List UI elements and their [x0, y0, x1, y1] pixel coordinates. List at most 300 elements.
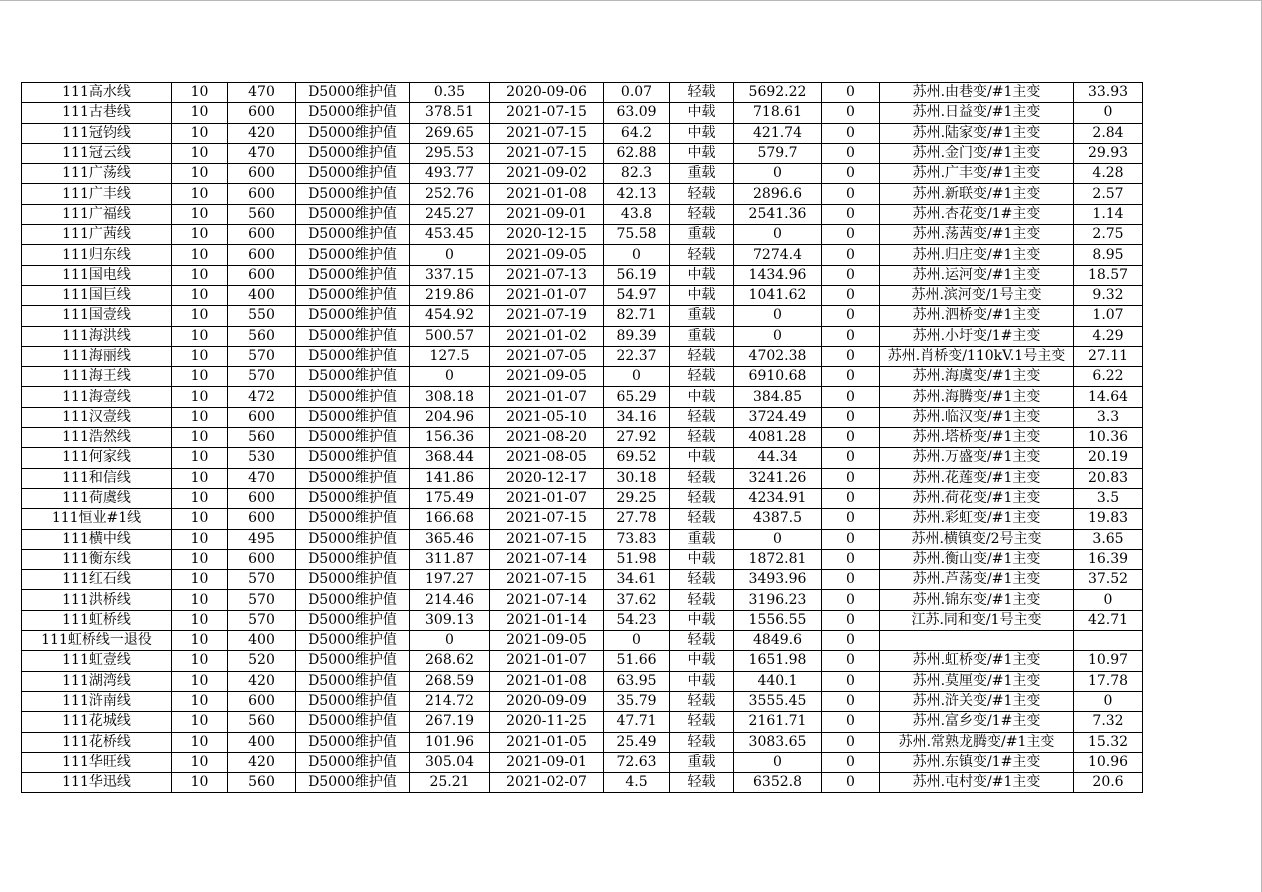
current-value-cell[interactable]: 308.18: [410, 387, 490, 407]
substation-cell[interactable]: 苏州.莫厘变/#1主变: [880, 671, 1074, 691]
substation-cell[interactable]: 苏州.海腾变/#1主变: [880, 387, 1074, 407]
line-name-cell[interactable]: 111荷虞线: [22, 488, 172, 508]
flag-cell[interactable]: 0: [822, 488, 880, 508]
substation-cell[interactable]: 苏州.衡山变/#1主变: [880, 549, 1074, 569]
voltage-cell[interactable]: 10: [172, 570, 228, 590]
load-status-cell[interactable]: 中载: [670, 448, 734, 468]
data-source-cell[interactable]: D5000维护值: [296, 468, 410, 488]
current-value-cell[interactable]: 365.46: [410, 529, 490, 549]
load-status-cell[interactable]: 轻载: [670, 773, 734, 793]
data-source-cell[interactable]: D5000维护值: [296, 387, 410, 407]
date-cell[interactable]: 2021-01-07: [490, 488, 604, 508]
data-source-cell[interactable]: D5000维护值: [296, 346, 410, 366]
load-status-cell[interactable]: 中载: [670, 103, 734, 123]
line-name-cell[interactable]: 111花城线: [22, 712, 172, 732]
data-source-cell[interactable]: D5000维护值: [296, 448, 410, 468]
load-rate-cell[interactable]: 64.2: [604, 123, 670, 143]
available-capacity-cell[interactable]: 3083.65: [734, 732, 822, 752]
current-value-cell[interactable]: 141.86: [410, 468, 490, 488]
substation-cell[interactable]: 苏州.归庄变/#1主变: [880, 245, 1074, 265]
data-source-cell[interactable]: D5000维护值: [296, 164, 410, 184]
load-status-cell[interactable]: 轻载: [670, 83, 734, 103]
load-rate-cell[interactable]: 34.61: [604, 570, 670, 590]
substation-cell[interactable]: 苏州.东镇变/1#主变: [880, 752, 1074, 772]
rated-current-cell[interactable]: 560: [228, 428, 296, 448]
rated-current-cell[interactable]: 600: [228, 488, 296, 508]
available-capacity-cell[interactable]: 3724.49: [734, 407, 822, 427]
load-rate-cell[interactable]: 34.16: [604, 407, 670, 427]
voltage-cell[interactable]: 10: [172, 468, 228, 488]
current-value-cell[interactable]: 305.04: [410, 752, 490, 772]
current-value-cell[interactable]: 245.27: [410, 204, 490, 224]
available-capacity-cell[interactable]: 0: [734, 326, 822, 346]
date-cell[interactable]: 2021-01-08: [490, 184, 604, 204]
date-cell[interactable]: 2021-01-07: [490, 285, 604, 305]
load-rate-cell[interactable]: 25.49: [604, 732, 670, 752]
current-value-cell[interactable]: 268.62: [410, 651, 490, 671]
rated-current-cell[interactable]: 600: [228, 509, 296, 529]
voltage-cell[interactable]: 10: [172, 529, 228, 549]
line-name-cell[interactable]: 111古巷线: [22, 103, 172, 123]
date-cell[interactable]: 2021-07-15: [490, 570, 604, 590]
line-name-cell[interactable]: 111广荡线: [22, 164, 172, 184]
data-source-cell[interactable]: D5000维护值: [296, 651, 410, 671]
rated-current-cell[interactable]: 560: [228, 204, 296, 224]
voltage-cell[interactable]: 10: [172, 306, 228, 326]
load-status-cell[interactable]: 轻载: [670, 367, 734, 387]
available-capacity-cell[interactable]: 4849.6: [734, 631, 822, 651]
date-cell[interactable]: 2021-01-05: [490, 732, 604, 752]
flag-cell[interactable]: 0: [822, 752, 880, 772]
voltage-cell[interactable]: 10: [172, 671, 228, 691]
substation-cell[interactable]: 苏州.滨河变/1号主变: [880, 285, 1074, 305]
available-capacity-cell[interactable]: 1041.62: [734, 285, 822, 305]
voltage-cell[interactable]: 10: [172, 346, 228, 366]
load-status-cell[interactable]: 中载: [670, 610, 734, 630]
flag-cell[interactable]: 0: [822, 184, 880, 204]
available-capacity-cell[interactable]: 579.7: [734, 143, 822, 163]
substation-cell[interactable]: 苏州.运河变/#1主变: [880, 265, 1074, 285]
available-capacity-cell[interactable]: 0: [734, 164, 822, 184]
load-rate-cell[interactable]: 0: [604, 245, 670, 265]
data-source-cell[interactable]: D5000维护值: [296, 631, 410, 651]
current-value-cell[interactable]: 204.96: [410, 407, 490, 427]
last-value-cell[interactable]: 8.95: [1074, 245, 1143, 265]
date-cell[interactable]: 2021-09-02: [490, 164, 604, 184]
substation-cell[interactable]: 苏州.杏花变/1#主变: [880, 204, 1074, 224]
last-value-cell[interactable]: 14.64: [1074, 387, 1143, 407]
load-rate-cell[interactable]: 0.07: [604, 83, 670, 103]
current-value-cell[interactable]: 214.46: [410, 590, 490, 610]
line-name-cell[interactable]: 111国巨线: [22, 285, 172, 305]
line-name-cell[interactable]: 111高水线: [22, 83, 172, 103]
flag-cell[interactable]: 0: [822, 468, 880, 488]
current-value-cell[interactable]: 311.87: [410, 549, 490, 569]
current-value-cell[interactable]: 214.72: [410, 691, 490, 711]
flag-cell[interactable]: 0: [822, 549, 880, 569]
voltage-cell[interactable]: 10: [172, 752, 228, 772]
load-rate-cell[interactable]: 56.19: [604, 265, 670, 285]
voltage-cell[interactable]: 10: [172, 367, 228, 387]
current-value-cell[interactable]: 175.49: [410, 488, 490, 508]
load-status-cell[interactable]: 中载: [670, 123, 734, 143]
rated-current-cell[interactable]: 570: [228, 570, 296, 590]
last-value-cell[interactable]: 0: [1074, 590, 1143, 610]
substation-cell[interactable]: 苏州.花莲变/#1主变: [880, 468, 1074, 488]
last-value-cell[interactable]: 9.32: [1074, 285, 1143, 305]
line-name-cell[interactable]: 111国壹线: [22, 306, 172, 326]
line-name-cell[interactable]: 111虹桥线一退役: [22, 631, 172, 651]
load-status-cell[interactable]: 轻载: [670, 590, 734, 610]
load-status-cell[interactable]: 轻载: [670, 631, 734, 651]
flag-cell[interactable]: 0: [822, 732, 880, 752]
current-value-cell[interactable]: 454.92: [410, 306, 490, 326]
load-status-cell[interactable]: 中载: [670, 671, 734, 691]
date-cell[interactable]: 2021-07-15: [490, 529, 604, 549]
last-value-cell[interactable]: 42.71: [1074, 610, 1143, 630]
flag-cell[interactable]: 0: [822, 387, 880, 407]
load-rate-cell[interactable]: 51.66: [604, 651, 670, 671]
substation-cell[interactable]: 苏州.富乡变/1#主变: [880, 712, 1074, 732]
date-cell[interactable]: 2021-07-19: [490, 306, 604, 326]
available-capacity-cell[interactable]: 440.1: [734, 671, 822, 691]
voltage-cell[interactable]: 10: [172, 285, 228, 305]
data-source-cell[interactable]: D5000维护值: [296, 83, 410, 103]
load-rate-cell[interactable]: 63.95: [604, 671, 670, 691]
rated-current-cell[interactable]: 400: [228, 631, 296, 651]
line-name-cell[interactable]: 111虹壹线: [22, 651, 172, 671]
substation-cell[interactable]: 苏州.塔桥变/#1主变: [880, 428, 1074, 448]
flag-cell[interactable]: 0: [822, 651, 880, 671]
line-name-cell[interactable]: 111归东线: [22, 245, 172, 265]
data-source-cell[interactable]: D5000维护值: [296, 103, 410, 123]
line-name-cell[interactable]: 111冠钧线: [22, 123, 172, 143]
line-name-cell[interactable]: 111海洪线: [22, 326, 172, 346]
current-value-cell[interactable]: 269.65: [410, 123, 490, 143]
data-source-cell[interactable]: D5000维护值: [296, 509, 410, 529]
load-rate-cell[interactable]: 73.83: [604, 529, 670, 549]
rated-current-cell[interactable]: 520: [228, 651, 296, 671]
data-source-cell[interactable]: D5000维护值: [296, 225, 410, 245]
available-capacity-cell[interactable]: 0: [734, 752, 822, 772]
substation-cell[interactable]: 苏州.广丰变/#1主变: [880, 164, 1074, 184]
current-value-cell[interactable]: 0: [410, 367, 490, 387]
data-source-cell[interactable]: D5000维护值: [296, 245, 410, 265]
voltage-cell[interactable]: 10: [172, 225, 228, 245]
rated-current-cell[interactable]: 600: [228, 103, 296, 123]
available-capacity-cell[interactable]: 1651.98: [734, 651, 822, 671]
available-capacity-cell[interactable]: 2161.71: [734, 712, 822, 732]
voltage-cell[interactable]: 10: [172, 773, 228, 793]
date-cell[interactable]: 2020-12-15: [490, 225, 604, 245]
rated-current-cell[interactable]: 570: [228, 610, 296, 630]
rated-current-cell[interactable]: 470: [228, 143, 296, 163]
flag-cell[interactable]: 0: [822, 346, 880, 366]
date-cell[interactable]: 2020-09-09: [490, 691, 604, 711]
rated-current-cell[interactable]: 495: [228, 529, 296, 549]
current-value-cell[interactable]: 337.15: [410, 265, 490, 285]
voltage-cell[interactable]: 10: [172, 732, 228, 752]
last-value-cell[interactable]: 10.96: [1074, 752, 1143, 772]
last-value-cell[interactable]: 15.32: [1074, 732, 1143, 752]
voltage-cell[interactable]: 10: [172, 407, 228, 427]
voltage-cell[interactable]: 10: [172, 83, 228, 103]
load-rate-cell[interactable]: 0: [604, 367, 670, 387]
load-status-cell[interactable]: 轻载: [670, 691, 734, 711]
voltage-cell[interactable]: 10: [172, 265, 228, 285]
voltage-cell[interactable]: 10: [172, 387, 228, 407]
load-status-cell[interactable]: 重载: [670, 225, 734, 245]
available-capacity-cell[interactable]: 3241.26: [734, 468, 822, 488]
last-value-cell[interactable]: 10.36: [1074, 428, 1143, 448]
flag-cell[interactable]: 0: [822, 367, 880, 387]
voltage-cell[interactable]: 10: [172, 488, 228, 508]
substation-cell[interactable]: 苏州.浒关变/#1主变: [880, 691, 1074, 711]
voltage-cell[interactable]: 10: [172, 184, 228, 204]
rated-current-cell[interactable]: 600: [228, 265, 296, 285]
date-cell[interactable]: 2021-07-14: [490, 549, 604, 569]
available-capacity-cell[interactable]: 2541.36: [734, 204, 822, 224]
rated-current-cell[interactable]: 400: [228, 732, 296, 752]
voltage-cell[interactable]: 10: [172, 590, 228, 610]
rated-current-cell[interactable]: 470: [228, 83, 296, 103]
line-name-cell[interactable]: 111花桥线: [22, 732, 172, 752]
voltage-cell[interactable]: 10: [172, 245, 228, 265]
current-value-cell[interactable]: 127.5: [410, 346, 490, 366]
load-rate-cell[interactable]: 22.37: [604, 346, 670, 366]
load-rate-cell[interactable]: 47.71: [604, 712, 670, 732]
last-value-cell[interactable]: 2.84: [1074, 123, 1143, 143]
substation-cell[interactable]: 苏州.由巷变/#1主变: [880, 83, 1074, 103]
last-value-cell[interactable]: 20.83: [1074, 468, 1143, 488]
data-source-cell[interactable]: D5000维护值: [296, 326, 410, 346]
available-capacity-cell[interactable]: 5692.22: [734, 83, 822, 103]
substation-cell[interactable]: [880, 631, 1074, 651]
line-name-cell[interactable]: 111恒业#1线: [22, 509, 172, 529]
flag-cell[interactable]: 0: [822, 448, 880, 468]
date-cell[interactable]: 2021-09-05: [490, 245, 604, 265]
date-cell[interactable]: 2021-05-10: [490, 407, 604, 427]
date-cell[interactable]: 2021-01-08: [490, 671, 604, 691]
voltage-cell[interactable]: 10: [172, 164, 228, 184]
voltage-cell[interactable]: 10: [172, 448, 228, 468]
available-capacity-cell[interactable]: 0: [734, 225, 822, 245]
substation-cell[interactable]: 苏州.锦东变/#1主变: [880, 590, 1074, 610]
current-value-cell[interactable]: 500.57: [410, 326, 490, 346]
voltage-cell[interactable]: 10: [172, 509, 228, 529]
substation-cell[interactable]: 苏州.万盛变/#1主变: [880, 448, 1074, 468]
data-source-cell[interactable]: D5000维护值: [296, 773, 410, 793]
load-status-cell[interactable]: 轻载: [670, 509, 734, 529]
date-cell[interactable]: 2021-07-14: [490, 590, 604, 610]
available-capacity-cell[interactable]: 421.74: [734, 123, 822, 143]
rated-current-cell[interactable]: 600: [228, 245, 296, 265]
rated-current-cell[interactable]: 570: [228, 346, 296, 366]
flag-cell[interactable]: 0: [822, 285, 880, 305]
load-status-cell[interactable]: 轻载: [670, 407, 734, 427]
available-capacity-cell[interactable]: 3196.23: [734, 590, 822, 610]
date-cell[interactable]: 2021-09-01: [490, 752, 604, 772]
line-name-cell[interactable]: 111华迅线: [22, 773, 172, 793]
available-capacity-cell[interactable]: 4234.91: [734, 488, 822, 508]
voltage-cell[interactable]: 10: [172, 103, 228, 123]
load-status-cell[interactable]: 轻载: [670, 346, 734, 366]
substation-cell[interactable]: 苏州.屯村变/#1主变: [880, 773, 1074, 793]
current-value-cell[interactable]: 101.96: [410, 732, 490, 752]
date-cell[interactable]: 2021-07-13: [490, 265, 604, 285]
load-rate-cell[interactable]: 65.29: [604, 387, 670, 407]
available-capacity-cell[interactable]: 1434.96: [734, 265, 822, 285]
substation-cell[interactable]: 苏州.临汉变/#1主变: [880, 407, 1074, 427]
last-value-cell[interactable]: 0: [1074, 691, 1143, 711]
flag-cell[interactable]: 0: [822, 204, 880, 224]
rated-current-cell[interactable]: 600: [228, 407, 296, 427]
flag-cell[interactable]: 0: [822, 712, 880, 732]
last-value-cell[interactable]: 2.57: [1074, 184, 1143, 204]
load-rate-cell[interactable]: 30.18: [604, 468, 670, 488]
available-capacity-cell[interactable]: 0: [734, 529, 822, 549]
voltage-cell[interactable]: 10: [172, 204, 228, 224]
rated-current-cell[interactable]: 560: [228, 326, 296, 346]
available-capacity-cell[interactable]: 3555.45: [734, 691, 822, 711]
substation-cell[interactable]: 江苏.同和变/1号主变: [880, 610, 1074, 630]
data-source-cell[interactable]: D5000维护值: [296, 549, 410, 569]
line-name-cell[interactable]: 111冠云线: [22, 143, 172, 163]
load-status-cell[interactable]: 轻载: [670, 488, 734, 508]
current-value-cell[interactable]: 268.59: [410, 671, 490, 691]
load-rate-cell[interactable]: 54.23: [604, 610, 670, 630]
flag-cell[interactable]: 0: [822, 103, 880, 123]
available-capacity-cell[interactable]: 3493.96: [734, 570, 822, 590]
last-value-cell[interactable]: 2.75: [1074, 225, 1143, 245]
current-value-cell[interactable]: 166.68: [410, 509, 490, 529]
load-status-cell[interactable]: 轻载: [670, 732, 734, 752]
load-status-cell[interactable]: 轻载: [670, 204, 734, 224]
current-value-cell[interactable]: 267.19: [410, 712, 490, 732]
load-rate-cell[interactable]: 29.25: [604, 488, 670, 508]
data-source-cell[interactable]: D5000维护值: [296, 488, 410, 508]
data-source-cell[interactable]: D5000维护值: [296, 367, 410, 387]
substation-cell[interactable]: 苏州.海虞变/#1主变: [880, 367, 1074, 387]
rated-current-cell[interactable]: 600: [228, 549, 296, 569]
last-value-cell[interactable]: 37.52: [1074, 570, 1143, 590]
last-value-cell[interactable]: 3.65: [1074, 529, 1143, 549]
data-source-cell[interactable]: D5000维护值: [296, 691, 410, 711]
load-status-cell[interactable]: 轻载: [670, 428, 734, 448]
current-value-cell[interactable]: 252.76: [410, 184, 490, 204]
load-status-cell[interactable]: 轻载: [670, 245, 734, 265]
data-source-cell[interactable]: D5000维护值: [296, 590, 410, 610]
flag-cell[interactable]: 0: [822, 631, 880, 651]
flag-cell[interactable]: 0: [822, 265, 880, 285]
substation-cell[interactable]: 苏州.新联变/#1主变: [880, 184, 1074, 204]
date-cell[interactable]: 2021-02-07: [490, 773, 604, 793]
line-name-cell[interactable]: 111海王线: [22, 367, 172, 387]
flag-cell[interactable]: 0: [822, 691, 880, 711]
current-value-cell[interactable]: 25.21: [410, 773, 490, 793]
flag-cell[interactable]: 0: [822, 306, 880, 326]
last-value-cell[interactable]: 20.6: [1074, 773, 1143, 793]
load-rate-cell[interactable]: 42.13: [604, 184, 670, 204]
last-value-cell[interactable]: 3.3: [1074, 407, 1143, 427]
flag-cell[interactable]: 0: [822, 509, 880, 529]
available-capacity-cell[interactable]: 2896.6: [734, 184, 822, 204]
available-capacity-cell[interactable]: 0: [734, 306, 822, 326]
data-source-cell[interactable]: D5000维护值: [296, 265, 410, 285]
voltage-cell[interactable]: 10: [172, 549, 228, 569]
date-cell[interactable]: 2020-09-06: [490, 83, 604, 103]
load-status-cell[interactable]: 中载: [670, 285, 734, 305]
load-status-cell[interactable]: 重载: [670, 752, 734, 772]
current-value-cell[interactable]: 219.86: [410, 285, 490, 305]
substation-cell[interactable]: 苏州.陆家变/#1主变: [880, 123, 1074, 143]
line-name-cell[interactable]: 111和信线: [22, 468, 172, 488]
substation-cell[interactable]: 苏州.日益变/#1主变: [880, 103, 1074, 123]
rated-current-cell[interactable]: 420: [228, 123, 296, 143]
date-cell[interactable]: 2021-07-05: [490, 346, 604, 366]
data-source-cell[interactable]: D5000维护值: [296, 428, 410, 448]
data-source-cell[interactable]: D5000维护值: [296, 570, 410, 590]
rated-current-cell[interactable]: 420: [228, 671, 296, 691]
load-rate-cell[interactable]: 72.63: [604, 752, 670, 772]
date-cell[interactable]: 2021-07-15: [490, 103, 604, 123]
rated-current-cell[interactable]: 420: [228, 752, 296, 772]
voltage-cell[interactable]: 10: [172, 712, 228, 732]
substation-cell[interactable]: 苏州.常熟龙腾变/#1主变: [880, 732, 1074, 752]
load-status-cell[interactable]: 重载: [670, 164, 734, 184]
rated-current-cell[interactable]: 530: [228, 448, 296, 468]
flag-cell[interactable]: 0: [822, 225, 880, 245]
line-name-cell[interactable]: 111虹桥线: [22, 610, 172, 630]
rated-current-cell[interactable]: 550: [228, 306, 296, 326]
load-rate-cell[interactable]: 82.71: [604, 306, 670, 326]
data-source-cell[interactable]: D5000维护值: [296, 732, 410, 752]
line-name-cell[interactable]: 111广福线: [22, 204, 172, 224]
load-rate-cell[interactable]: 37.62: [604, 590, 670, 610]
data-source-cell[interactable]: D5000维护值: [296, 407, 410, 427]
flag-cell[interactable]: 0: [822, 326, 880, 346]
available-capacity-cell[interactable]: 1872.81: [734, 549, 822, 569]
data-source-cell[interactable]: D5000维护值: [296, 143, 410, 163]
line-name-cell[interactable]: 111华旺线: [22, 752, 172, 772]
load-status-cell[interactable]: 轻载: [670, 570, 734, 590]
flag-cell[interactable]: 0: [822, 123, 880, 143]
data-source-cell[interactable]: D5000维护值: [296, 712, 410, 732]
load-rate-cell[interactable]: 27.92: [604, 428, 670, 448]
voltage-cell[interactable]: 10: [172, 143, 228, 163]
date-cell[interactable]: 2021-09-05: [490, 631, 604, 651]
line-name-cell[interactable]: 111浩然线: [22, 428, 172, 448]
line-name-cell[interactable]: 111海壹线: [22, 387, 172, 407]
voltage-cell[interactable]: 10: [172, 631, 228, 651]
date-cell[interactable]: 2021-09-05: [490, 367, 604, 387]
line-name-cell[interactable]: 111广丰线: [22, 184, 172, 204]
last-value-cell[interactable]: 1.14: [1074, 204, 1143, 224]
load-rate-cell[interactable]: 89.39: [604, 326, 670, 346]
date-cell[interactable]: 2021-01-07: [490, 387, 604, 407]
current-value-cell[interactable]: 493.77: [410, 164, 490, 184]
rated-current-cell[interactable]: 600: [228, 164, 296, 184]
substation-cell[interactable]: 苏州.泗桥变/#1主变: [880, 306, 1074, 326]
last-value-cell[interactable]: 0: [1074, 103, 1143, 123]
data-source-cell[interactable]: D5000维护值: [296, 306, 410, 326]
load-status-cell[interactable]: 轻载: [670, 184, 734, 204]
load-status-cell[interactable]: 中载: [670, 651, 734, 671]
load-rate-cell[interactable]: 82.3: [604, 164, 670, 184]
last-value-cell[interactable]: 17.78: [1074, 671, 1143, 691]
rated-current-cell[interactable]: 600: [228, 691, 296, 711]
line-name-cell[interactable]: 111海丽线: [22, 346, 172, 366]
